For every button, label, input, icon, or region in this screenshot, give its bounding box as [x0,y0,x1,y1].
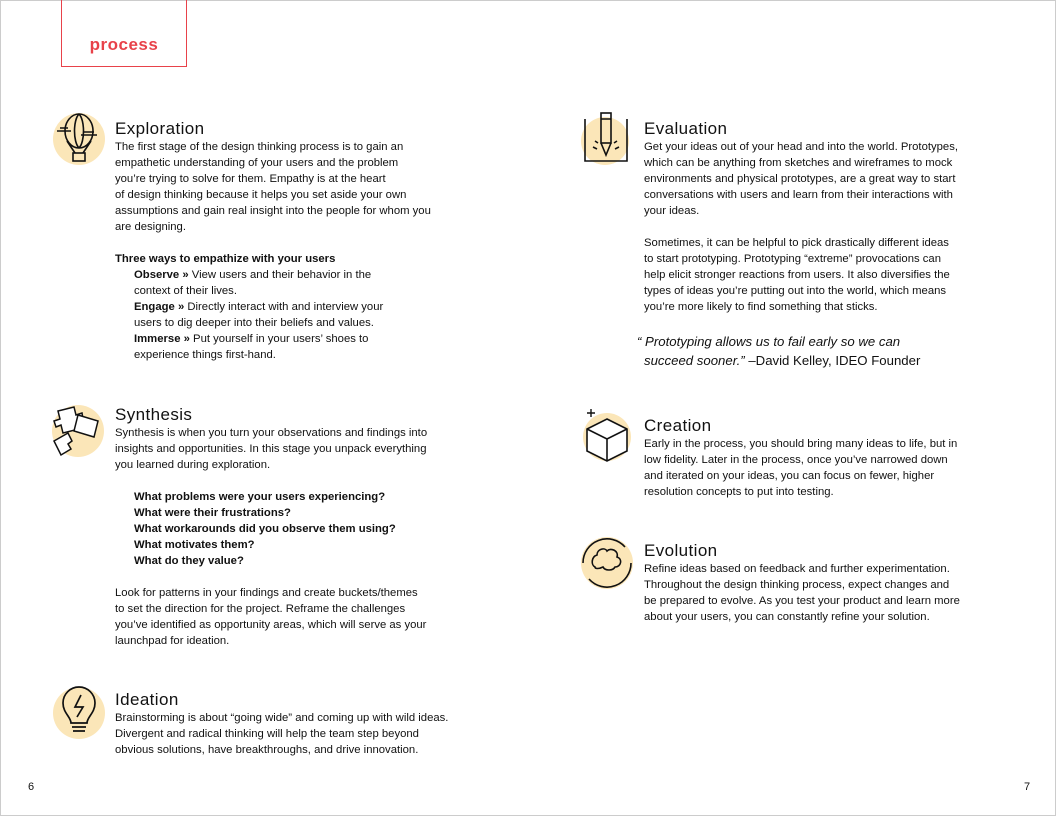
list-title: Three ways to empathize with your users [115,253,336,265]
body-line: you’ve identified as opportunity areas, which will serve as your [115,619,427,631]
body-line: be prepared to evolve. As you test your product and learn more [644,595,960,607]
list-item [115,267,515,283]
cube-icon [579,407,635,463]
body-line: your ideas. [644,205,700,217]
page-number-left: 6 [28,781,35,793]
body-line: about your users, you can constantly refine your solution. [644,611,930,623]
body-line: and iterated on your ideas, you can focus on fewer, higher [644,470,935,482]
section-title: Evaluation [644,119,728,138]
list-item [115,299,515,315]
item-term: Observe » [134,269,189,281]
body-line: launchpad for ideation. [115,635,230,647]
section-title: Synthesis [115,405,193,424]
quote-attribution: –David Kelley, IDEO Founder [744,353,921,368]
puzzle-pieces-icon [48,403,104,459]
section-exploration [115,119,515,363]
body-line: environments and physical prototypes, are a great way to start [644,173,956,185]
body-line: you learned during exploration. [115,459,271,471]
question: What motivates them? [134,539,255,551]
section-title: Creation [644,416,712,435]
item-text: Directly interact with and interview your [184,301,384,313]
body-line: insights and opportunities. In this stage you unpack everything [115,443,427,455]
body-line: Throughout the design thinking process, expect changes and [644,579,950,591]
body-line: of design thinking because it helps you set aside your own [115,189,407,201]
question: What workarounds did you observe them using? [134,523,396,535]
section-creation [644,416,1044,500]
list-item [115,331,515,347]
body-line: Divergent and radical thinking will help the team step beyond [115,728,419,740]
body-line: The first stage of the design thinking process is to gain an [115,141,404,153]
item-term: Engage » [134,301,185,313]
section-title: Evolution [644,541,718,560]
section-evaluation [644,119,1044,315]
section-synthesis [115,405,515,649]
section-ideation [115,690,515,758]
item-text: experience things first-hand. [134,349,276,361]
pull-quote [637,332,920,370]
section-title: Exploration [115,119,205,138]
body-line: Get your ideas out of your head and into the world. Prototypes, [644,141,958,153]
section-body [115,139,515,363]
section-tab-label: process [89,35,159,54]
question: What do they value? [134,555,244,567]
body-line: you’re more likely to find something that sticks. [644,301,878,313]
body-line: Synthesis is when you turn your observations and findings into [115,427,428,439]
body-line: types of ideas you’re putting out into the world, which means [644,285,947,297]
body-line: Sometimes, it can be helpful to pick drastically different ideas [644,237,949,249]
body-line: which can be anything from sketches and wireframes to mock [644,157,953,169]
quote-text: succeed sooner.” [644,353,745,368]
item-term: Immerse » [134,333,190,345]
item-text: context of their lives. [134,285,237,297]
body-line: conversations with users and learn from their interactions with [644,189,953,201]
body-line: Early in the process, you should bring many ideas to life, but in [644,438,958,450]
body-line: Brainstorming is about “going wide” and coming up with wild ideas. [115,712,449,724]
body-line: help elicit stronger reactions from users. It also diversifies the [644,269,950,281]
body-line: obvious solutions, have breakthroughs, and drive innovation. [115,744,419,756]
body-line: are designing. [115,221,186,233]
body-line: assumptions and gain real insight into the people for whom you [115,205,431,217]
quote-text: “ Prototyping allows us to fail early so we can [637,334,901,349]
body-line: empathetic understanding of your users and the problem [115,157,399,169]
pencil-icon [579,111,635,167]
body-line: to set the direction for the project. Reframe the challenges [115,603,406,615]
section-evolution [644,541,1044,625]
body-line: Look for patterns in your findings and create buckets/themes [115,587,418,599]
body-line: to start prototyping. Prototyping “extreme” provocations can [644,253,942,265]
question: What were their frustrations? [134,507,291,519]
body-line: resolution concepts to put into testing. [644,486,834,498]
question: What problems were your users experiencing? [134,491,386,503]
body-line: Refine ideas based on feedback and further experimentation. [644,563,950,575]
body-line: low fidelity. Later in the process, once you’ve narrowed down [644,454,948,466]
hot-air-balloon-icon [51,111,107,167]
item-text: View users and their behavior in the [188,269,372,281]
item-text: Put yourself in your users’ shoes to [189,333,369,345]
section-title: Ideation [115,690,179,709]
brain-cycle-icon [579,535,635,591]
item-text: users to dig deeper into their beliefs and values. [134,317,374,329]
page-number-right: 7 [1024,781,1031,793]
body-line: you’re trying to solve for them. Empathy is at the heart [115,173,386,185]
lightbulb-icon [51,683,107,739]
section-tab [61,0,187,67]
